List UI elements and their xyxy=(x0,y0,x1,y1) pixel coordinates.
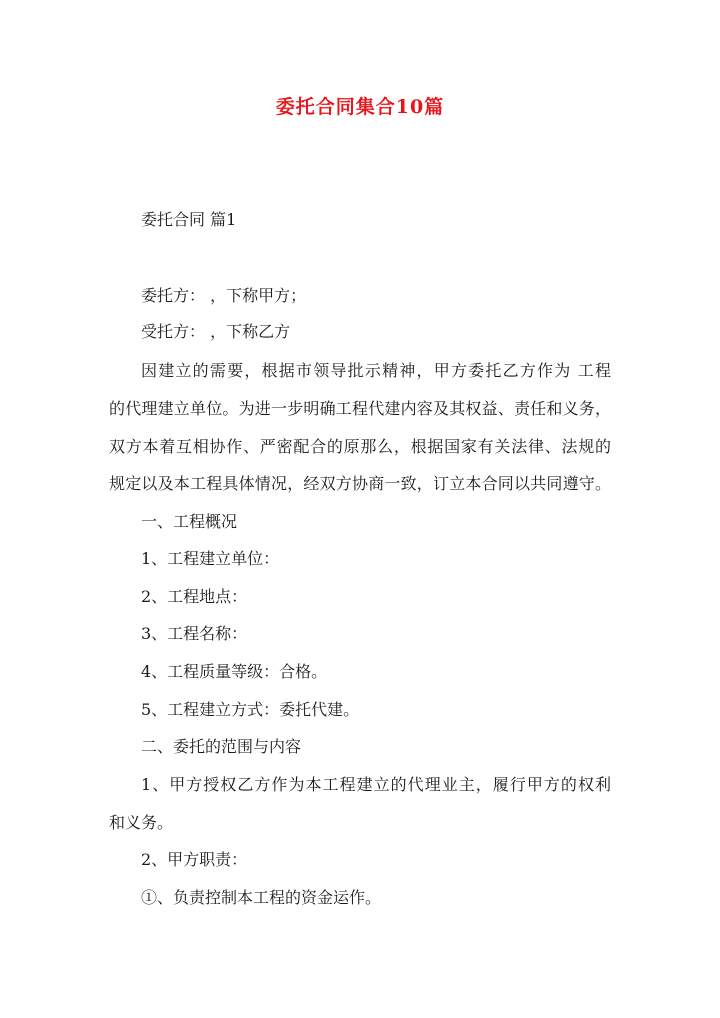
paragraph-line: 和义务。 xyxy=(109,813,174,832)
paragraph-line: 规定以及本工程具体情况，经双方协商一致，订立本合同以共同遵守。 xyxy=(109,474,611,493)
paragraph-line: ①、负责控制本工程的资金运作。 xyxy=(141,888,382,907)
paragraph-line: 5、工程建立方式：委托代建。 xyxy=(141,700,360,719)
paragraph-line: 二、委托的范围与内容 xyxy=(141,737,302,756)
paragraph-line: 委托方： ，下称甲方； xyxy=(141,286,307,305)
paragraph-line: 一、工程概况 xyxy=(141,512,238,531)
paragraph-line: 1、工程建立单位： xyxy=(141,549,280,568)
document-title: 委托合同集合10篇 xyxy=(275,96,445,118)
paragraph-line: 4、工程质量等级：合格。 xyxy=(141,662,328,681)
paragraph-line: 因建立的需要，根据市领导批示精神，甲方委托乙方作为 工程 xyxy=(141,361,611,380)
paragraph-line: 双方本着互相协作、严密配合的原那么，根据国家有关法律、法规的 xyxy=(109,437,611,456)
paragraph-line: 2、甲方职责： xyxy=(141,850,248,869)
paragraph-line: 2、工程地点： xyxy=(141,587,248,606)
paragraph-line: 的代理建立单位。为进一步明确工程代建内容及其权益、责任和义务， xyxy=(109,399,611,418)
section-heading: 委托合同 篇1 xyxy=(141,210,237,229)
paragraph-line: 3、工程名称： xyxy=(141,624,248,643)
paragraph-line: 1、甲方授权乙方作为本工程建立的代理业主，履行甲方的权利 xyxy=(141,775,611,794)
paragraph-line: 受托方： ，下称乙方 xyxy=(141,322,291,341)
